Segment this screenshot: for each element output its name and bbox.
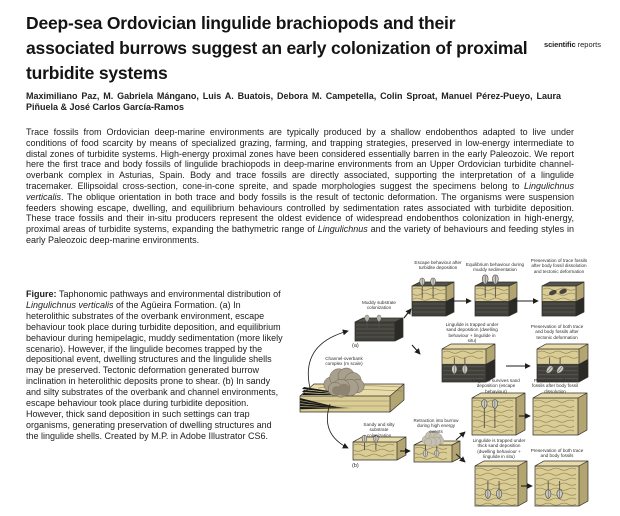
block-survives-sand: [472, 393, 525, 435]
text-segment: Trace fossils from Ordovician deep-marine environments are typically produced by a shallow endobenthos adapted to live under conditions of food scarcity by means of specialized grazing, farming, and trapping strategies, preserved in low-energy intermediate to distal zones of turbidite systems. High-energy proximal zones have been considered essentially barren in the early Paleozoic. We report here the first trace and body fossils of lingulide brachiopods in deep-marine environments from an Upper Ordovician turbidite channel-overbank complex in Asturias, Spain. Body and trace fossils are directly associated, supporting the interpretation of a lingulide tracemaker. Ellipsoidal cross-section, cone-in-cone spreite, and spade morphologies suggest the specimens belong to: [26, 127, 574, 191]
fig-label-muddy-colonization: Muddy substrate colonization: [362, 300, 396, 311]
fig-label-sandy-silty-colonization: Sandy and silty substrate colonization: [363, 422, 395, 438]
arrow-a-up: [404, 309, 411, 318]
block-preserved-tectonic: [537, 344, 588, 382]
fig-label-channel-overbank: Channel-overbank complex (m scale): [325, 356, 363, 367]
block-escape-turbidite: [412, 278, 454, 316]
fig-sublabel-b: (b): [352, 463, 359, 469]
journal-logo: [544, 40, 601, 49]
block-both-preserved: [535, 461, 588, 506]
fig-label-escape-after-turbidite: Escape behaviour after turbidite deposition: [414, 260, 462, 271]
figure-diagram: [298, 256, 620, 516]
fig-label-retraction-burrow: Retraction into burrow during high energy events: [413, 418, 459, 434]
fig-label-equilibrium-muddy: Equilibrium behaviour during muddy sedimentation: [465, 262, 525, 273]
text-segment: Lingulichnus verticalis: [26, 299, 114, 310]
block-equilibrium: [475, 275, 517, 316]
journal-logo-bold: scientific: [544, 40, 576, 49]
fig-label-preservation-tectonic: Preservation of both trace and body fossils after tectonic deformation: [530, 324, 584, 340]
fig-label-preservation-dissolution-deformation: Preservation of trace fossils after body fossil dissolution and tectonic deformation: [530, 258, 588, 274]
block-trapped-sand: [442, 344, 495, 382]
block-sandy-colonization: [353, 435, 406, 460]
text-segment: and the variety of behaviours and feeding styles in early Paleozoic deep-marine environments.: [26, 224, 574, 245]
fig-label-preservation-both: Preservation of both trace and body fossils: [530, 448, 584, 459]
abstract-paragraph: [26, 127, 574, 246]
block-preservation-deformed: [542, 282, 584, 316]
block-trapped-thick-sand: [475, 461, 527, 506]
paper-title: Deep-sea Ordovician lingulide brachiopods and their associated burrows suggest an early colonization of proximal turbidite systems: [26, 13, 528, 83]
fig-label-trapped-under-sand: Lingulide is trapped under sand deposition (dwelling behaviour + lingulide in situ): [445, 322, 499, 344]
arrow-a-down: [412, 345, 420, 354]
block-trace-preserved: [533, 393, 587, 435]
block-channel-overbank: [300, 368, 404, 412]
figure-caption: [26, 289, 284, 442]
text-segment: Taphonomic pathways and environmental distribution of: [59, 289, 281, 299]
fig-label-preservation-trace-dissolution: Preservation of trace fossils after body fossil dissolution: [531, 378, 579, 394]
text-segment: Lingulichnus: [317, 224, 368, 235]
text-segment: Figure:: [26, 289, 59, 299]
text-segment: Lingulichnus verticalis: [26, 180, 574, 202]
text-segment: . The oblique orientation in both trace and body fossils is the result of tectonic deformation. The organisms were suspension feeders showing escape, dwelling, and equilibrium behaviours controlled by sedimentation rates associated with turbidite deposition. These trace fossils and their in-situ producers represent the oldest evidence of widespread endobenthos colonization in high-energy, proximal areas of turbidite systems, expanding the bathymetric range of: [26, 191, 574, 235]
block-retraction: [414, 431, 460, 462]
fig-label-survives-sand: Lingulide survives sand deposition (escape behaviour): [472, 378, 520, 394]
authors-line: Maximiliano Paz, M. Gabriela Mángano, Luis A. Buatois, Debora M. Campetella, Colin Sproat, Manuel Pérez-Pueyo, Laura Piñuela & José Carlos García-Ramos: [26, 91, 561, 112]
text-segment: of the Agüeira Formation. (a) In heterolithic substrates of the overbank environment, escape behaviour took place during turbidite deposition, and equilibrium behaviour during hemipelagic, muddy sedimentation (more likely scenario). However, if the lingulide becomes trapped by the depositional event, dwelling structures and the lingulide shells may be preserved. Tectonic deformation generated burrow inclination in heterolithic deposits prone to shear. (b) In sandy and silty substrates of the overbank and channel environments, escape behaviour took place during turbidite deposition. However, thick sand deposition in such settings can trap organisms, generating preservation of dwelling structures and the lingulide shells. Created by M.P. in Adobe Illustrator CS6.: [26, 299, 283, 441]
block-muddy-colonization: [355, 315, 403, 341]
fig-label-trapped-thick-sand: Lingulide is trapped under thick sand deposition (dwelling behaviour + lingulide in situ): [472, 438, 526, 460]
journal-logo-regular: reports: [577, 40, 601, 49]
fig-sublabel-a: (a): [352, 343, 359, 349]
